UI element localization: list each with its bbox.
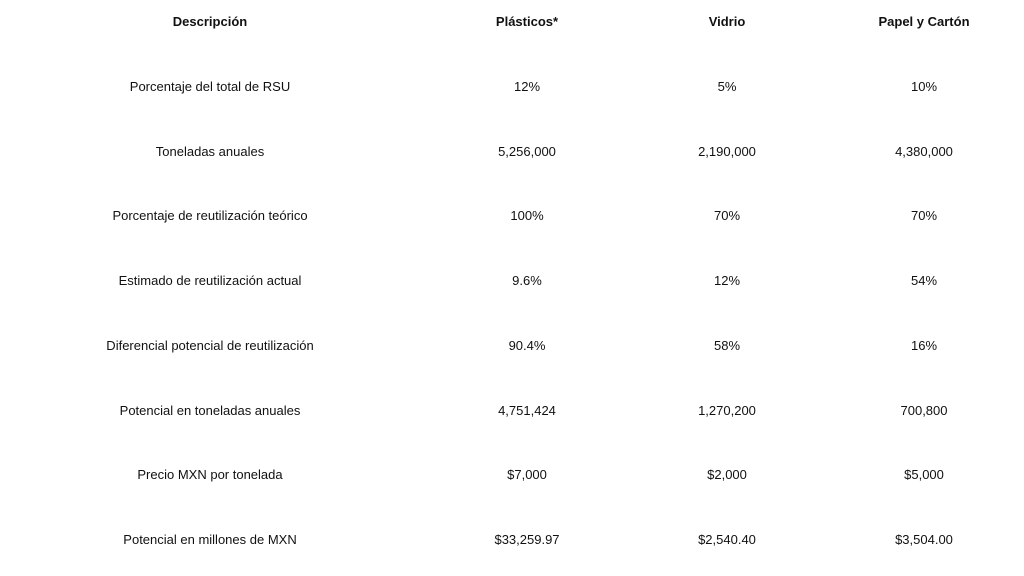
- row-label: Porcentaje del total de RSU: [129, 79, 291, 94]
- cell-plasticos: $33,259.97: [494, 532, 560, 547]
- header-papel-carton: Papel y Cartón: [878, 14, 970, 29]
- row-label: Precio MXN por tonelada: [137, 467, 283, 482]
- table-row: [0, 77, 1024, 97]
- table-header-row: [0, 12, 1024, 32]
- cell-vidrio: 1,270,200: [698, 403, 756, 418]
- cell-vidrio: 5%: [717, 79, 737, 94]
- cell-papel-carton: 70%: [910, 208, 938, 223]
- table-row: [0, 530, 1024, 550]
- header-descripcion: Descripción: [172, 14, 248, 29]
- cell-vidrio: 12%: [713, 273, 741, 288]
- cell-plasticos: 9.6%: [512, 273, 542, 288]
- table-row: [0, 401, 1024, 421]
- row-label: Diferencial potencial de reutilización: [106, 338, 314, 353]
- table-row: [0, 465, 1024, 485]
- cell-vidrio: $2,000: [707, 467, 747, 482]
- cell-plasticos: 4,751,424: [498, 403, 556, 418]
- row-label: Potencial en millones de MXN: [123, 532, 297, 547]
- row-label: Estimado de reutilización actual: [118, 273, 302, 288]
- cell-plasticos: 12%: [513, 79, 541, 94]
- table-row: [0, 206, 1024, 226]
- header-vidrio: Vidrio: [708, 14, 746, 29]
- cell-plasticos: 90.4%: [508, 338, 546, 353]
- cell-papel-carton: 700,800: [900, 403, 948, 418]
- row-label: Potencial en toneladas anuales: [119, 403, 301, 418]
- cell-plasticos: 5,256,000: [498, 144, 556, 159]
- cell-papel-carton: $3,504.00: [895, 532, 953, 547]
- row-label: Porcentaje de reutilización teórico: [112, 208, 308, 223]
- cell-vidrio: 70%: [713, 208, 741, 223]
- cell-vidrio: 2,190,000: [698, 144, 756, 159]
- cell-papel-carton: $5,000: [904, 467, 944, 482]
- row-label: Toneladas anuales: [155, 144, 265, 159]
- header-plasticos: Plásticos*: [495, 14, 559, 29]
- cell-vidrio: $2,540.40: [698, 532, 756, 547]
- table-row: [0, 271, 1024, 291]
- cell-plasticos: $7,000: [507, 467, 547, 482]
- table-row: [0, 336, 1024, 356]
- cell-vidrio: 58%: [713, 338, 741, 353]
- cell-papel-carton: 10%: [910, 79, 938, 94]
- cell-papel-carton: 54%: [910, 273, 938, 288]
- cell-papel-carton: 4,380,000: [895, 144, 953, 159]
- cell-papel-carton: 16%: [910, 338, 938, 353]
- cell-plasticos: 100%: [510, 208, 544, 223]
- table-row: [0, 142, 1024, 162]
